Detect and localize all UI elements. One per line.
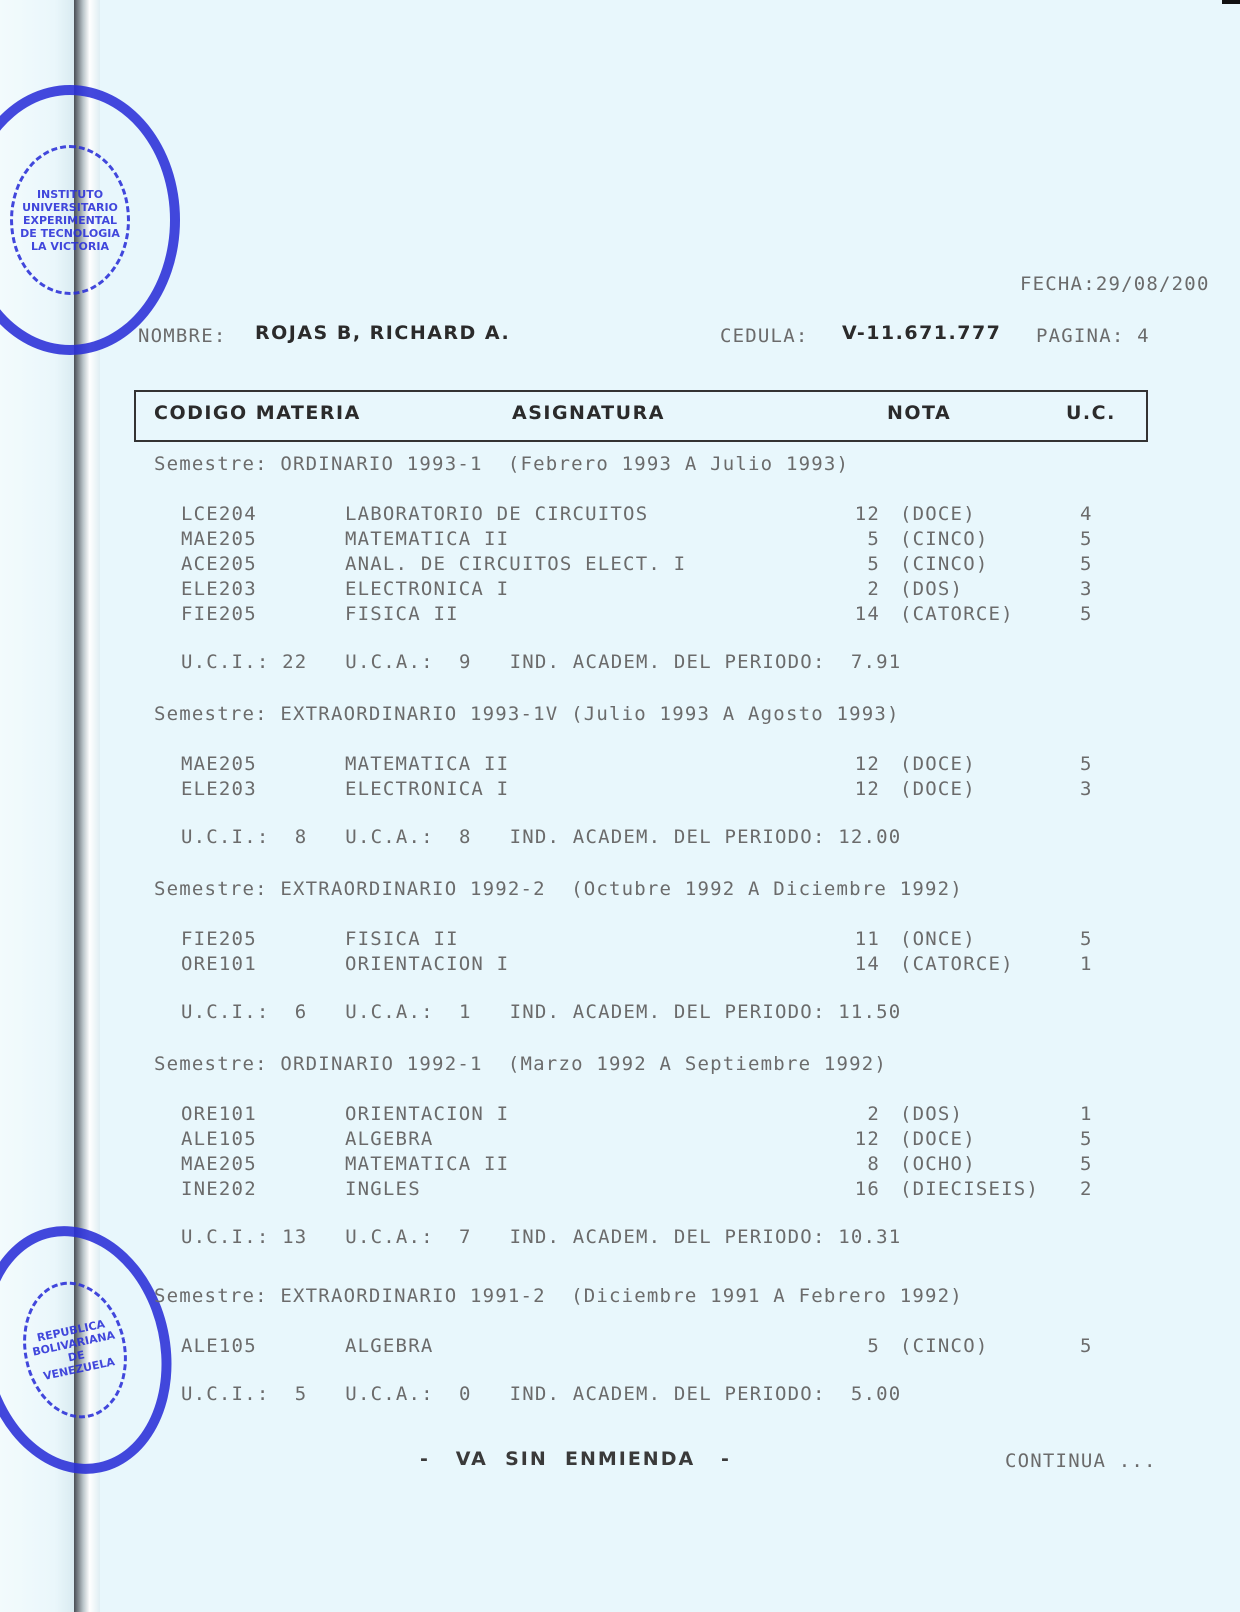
semester-summary: U.C.I.: 5 U.C.A.: 0 IND. ACADEM. DEL PERIODO: 5.00 [181,1383,902,1405]
student-name: ROJAS B, RICHARD A. [255,322,511,344]
course-code: FIE205 [181,603,257,625]
semester-title: Semestre: ORDINARIO 1993-1 (Febrero 1993 A Julio 1993) [154,453,850,475]
course-grade: 11 [854,928,880,950]
institution-seal-stamp-top [0,85,180,355]
course-code: MAE205 [181,1153,257,1175]
course-name: FISICA II [345,928,459,950]
course-row [0,553,1240,577]
course-code: ORE101 [181,1103,257,1125]
course-credits: 5 [1080,753,1093,775]
course-grade-words: (DIECISEIS) [900,1178,1040,1200]
col-header-codigo: CODIGO MATERIA [154,402,361,424]
semester-title: Semestre: ORDINARIO 1992-1 (Marzo 1992 A Septiembre 1992) [154,1053,888,1075]
course-grade: 12 [854,778,880,800]
semester-summary: U.C.I.: 8 U.C.A.: 8 IND. ACADEM. DEL PERIODO: 12.00 [181,826,902,848]
course-grade-words: (CINCO) [900,528,989,550]
course-credits: 1 [1080,1103,1093,1125]
course-code: ORE101 [181,953,257,975]
course-row [0,1178,1240,1202]
va-sin-enmienda-note: - VA SIN ENMIENDA - [420,1448,731,1470]
course-grade: 5 [867,528,880,550]
course-name: MATEMATICA II [345,753,510,775]
course-credits: 5 [1080,1153,1093,1175]
course-name: ELECTRONICA I [345,578,510,600]
course-row [0,1128,1240,1152]
course-row [0,1103,1240,1127]
course-row [0,578,1240,602]
course-grade-words: (OCHO) [900,1153,976,1175]
course-code: FIE205 [181,928,257,950]
semester-title: Semestre: EXTRAORDINARIO 1993-1V (Julio 1993 A Agosto 1993) [154,703,900,725]
course-name: ANAL. DE CIRCUITOS ELECT. I [345,553,687,575]
course-grade-words: (DOCE) [900,503,976,525]
course-grade-words: (DOS) [900,1103,964,1125]
course-grade: 14 [854,953,880,975]
corner-mark [1222,0,1240,4]
course-grade-words: (CINCO) [900,553,989,575]
course-grade-words: (DOCE) [900,1128,976,1150]
course-code: MAE205 [181,753,257,775]
course-row [0,953,1240,977]
course-name: ALGEBRA [345,1128,434,1150]
course-grade: 5 [867,553,880,575]
course-name: MATEMATICA II [345,1153,510,1175]
course-code: INE202 [181,1178,257,1200]
course-grade-words: (DOS) [900,578,964,600]
course-grade-words: (DOCE) [900,778,976,800]
course-name: ALGEBRA [345,1335,434,1357]
course-grade-words: (ONCE) [900,928,976,950]
course-code: ALE105 [181,1128,257,1150]
course-grade: 2 [867,578,880,600]
semester-title: Semestre: EXTRAORDINARIO 1992-2 (Octubre 1992 A Diciembre 1992) [154,878,963,900]
course-credits: 5 [1080,528,1093,550]
course-row [0,503,1240,527]
course-row [0,1335,1240,1359]
id-number: V-11.671.777 [842,322,1002,344]
col-header-uc: U.C. [1066,402,1116,424]
semester-summary: U.C.I.: 6 U.C.A.: 1 IND. ACADEM. DEL PERIODO: 11.50 [181,1001,902,1023]
course-row [0,928,1240,952]
seal-text: INSTITUTO UNIVERSITARIO EXPERIMENTAL DE TECNOLOGIA LA VICTORIA [20,187,120,253]
course-credits: 5 [1080,603,1093,625]
course-row [0,1153,1240,1177]
course-credits: 5 [1080,928,1093,950]
course-code: ALE105 [181,1335,257,1357]
course-grade: 12 [854,753,880,775]
continua-note: CONTINUA ... [1005,1450,1157,1472]
semester-title: Semestre: EXTRAORDINARIO 1991-2 (Diciembre 1991 A Febrero 1992) [154,1285,963,1307]
course-credits: 3 [1080,578,1093,600]
course-credits: 5 [1080,1335,1093,1357]
course-name: FISICA II [345,603,459,625]
report-date: FECHA:29/08/200 [1020,273,1210,295]
course-code: MAE205 [181,528,257,550]
course-credits: 5 [1080,553,1093,575]
course-grade-words: (CATORCE) [900,603,1014,625]
course-credits: 5 [1080,1128,1093,1150]
course-name: ORIENTACION I [345,1103,510,1125]
course-grade-words: (CATORCE) [900,953,1014,975]
course-row [0,603,1240,627]
course-grade: 2 [867,1103,880,1125]
course-name: ORIENTACION I [345,953,510,975]
course-grade-words: (DOCE) [900,753,976,775]
course-grade: 8 [867,1153,880,1175]
course-grade: 5 [867,1335,880,1357]
id-number-label: CEDULA: [720,325,809,347]
course-code: ACE205 [181,553,257,575]
course-name: LABORATORIO DE CIRCUITOS [345,503,649,525]
course-code: LCE204 [181,503,257,525]
course-code: ELE203 [181,578,257,600]
course-grade-words: (CINCO) [900,1335,989,1357]
course-grade: 12 [854,503,880,525]
course-credits: 1 [1080,953,1093,975]
page-number: PAGINA: 4 [1036,325,1150,347]
col-header-nota: NOTA [887,402,952,424]
course-grade: 12 [854,1128,880,1150]
course-code: ELE203 [181,778,257,800]
col-header-asignatura: ASIGNATURA [512,402,665,424]
course-row [0,753,1240,777]
course-name: INGLES [345,1178,421,1200]
course-credits: 2 [1080,1178,1093,1200]
semester-summary: U.C.I.: 13 U.C.A.: 7 IND. ACADEM. DEL PERIODO: 10.31 [181,1226,902,1248]
semester-summary: U.C.I.: 22 U.C.A.: 9 IND. ACADEM. DEL PERIODO: 7.91 [181,651,902,673]
course-name: ELECTRONICA I [345,778,510,800]
course-row [0,778,1240,802]
seal-text: REPUBLICA BOLIVARIANA DE VENEZUELA [31,1317,117,1383]
course-credits: 3 [1080,778,1093,800]
course-name: MATEMATICA II [345,528,510,550]
course-row [0,528,1240,552]
student-name-label: NOMBRE: [138,325,227,347]
course-grade: 16 [854,1178,880,1200]
course-credits: 4 [1080,503,1093,525]
course-grade: 14 [854,603,880,625]
